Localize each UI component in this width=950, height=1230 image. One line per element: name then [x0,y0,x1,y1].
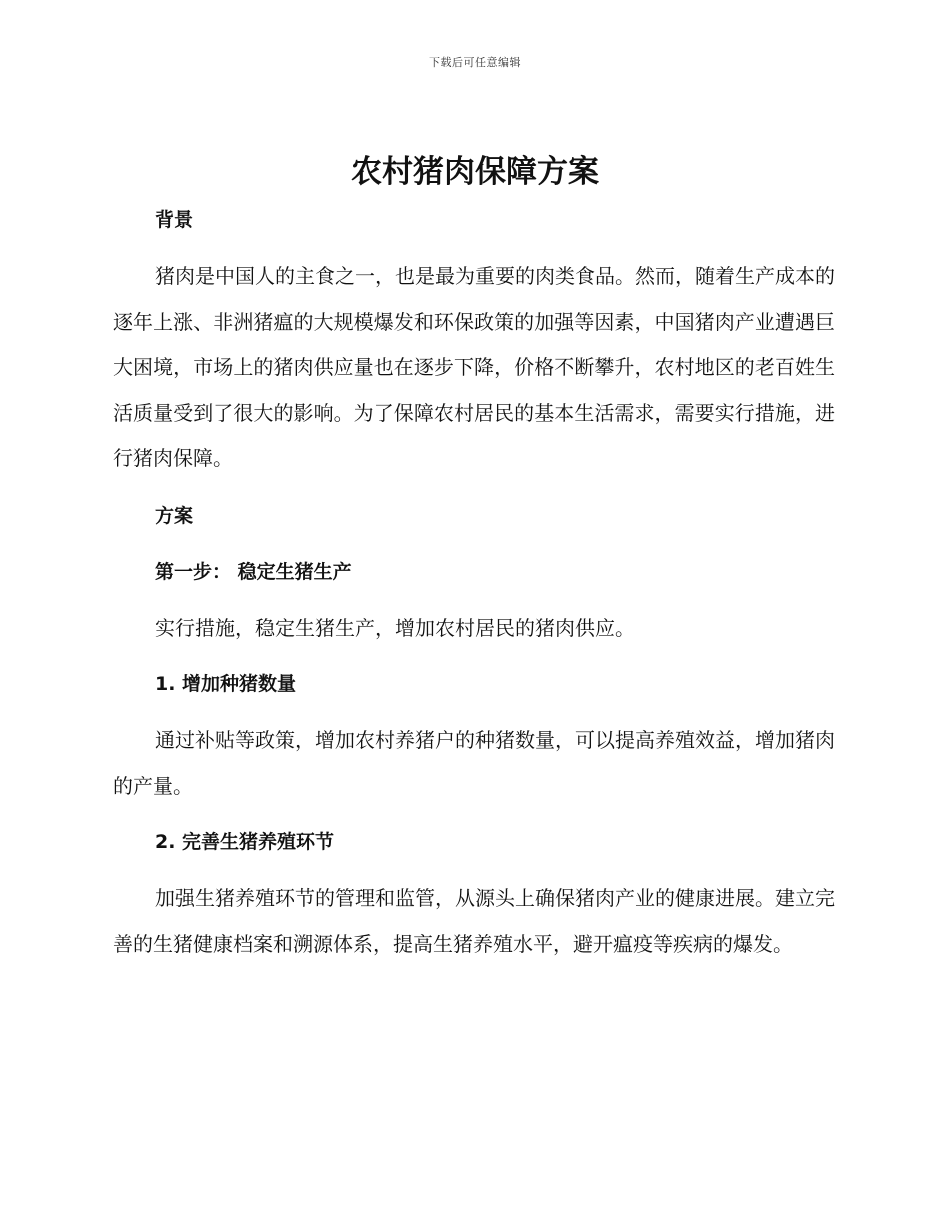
item2-paragraph: 加强生猪养殖环节的管理和监管，从源头上确保猪肉产业的健康进展。建立完善的生猪健康档案和溯源体系，提高生猪养殖水平，避开瘟疫等疾病的爆发。 [113,886,835,956]
header-note: 下载后可任意编辑 [429,56,521,69]
background-paragraph: 猪肉是中国人的主食之一，也是最为重要的肉类食品。然而，随着生产成本的逐年上涨、非洲猪瘟的大规模爆发和环保政策的加强等因素，中国猪肉产业遭遇巨大困境，市场上的猪肉供应量也在逐步下降，价格不断攀升，农村地区的老百姓生活质量受到了很大的影响。为了保障农村居民的基本生活需求，需要实行措施，进行猪肉保障。 [113,264,835,470]
document-title: 农村猪肉保障方案 [351,154,599,190]
step1-heading: 第一步： 稳定生猪生产 [155,560,352,583]
document-body [113,198,835,967]
background-heading: 背景 [155,209,194,231]
plan-heading: 方案 [155,504,194,527]
step1-paragraph: 实行措施，稳定生猪生产，增加农村居民的猪肉供应。 [155,615,635,640]
item1-paragraph: 通过补贴等政策，增加农村养猪户的种猪数量，可以提高养殖效益，增加猪肉的产量。 [113,728,835,798]
item1-heading: 1. 增加种猪数量 [155,673,297,695]
item2-heading: 2. 完善生猪养殖环节 [155,831,335,853]
